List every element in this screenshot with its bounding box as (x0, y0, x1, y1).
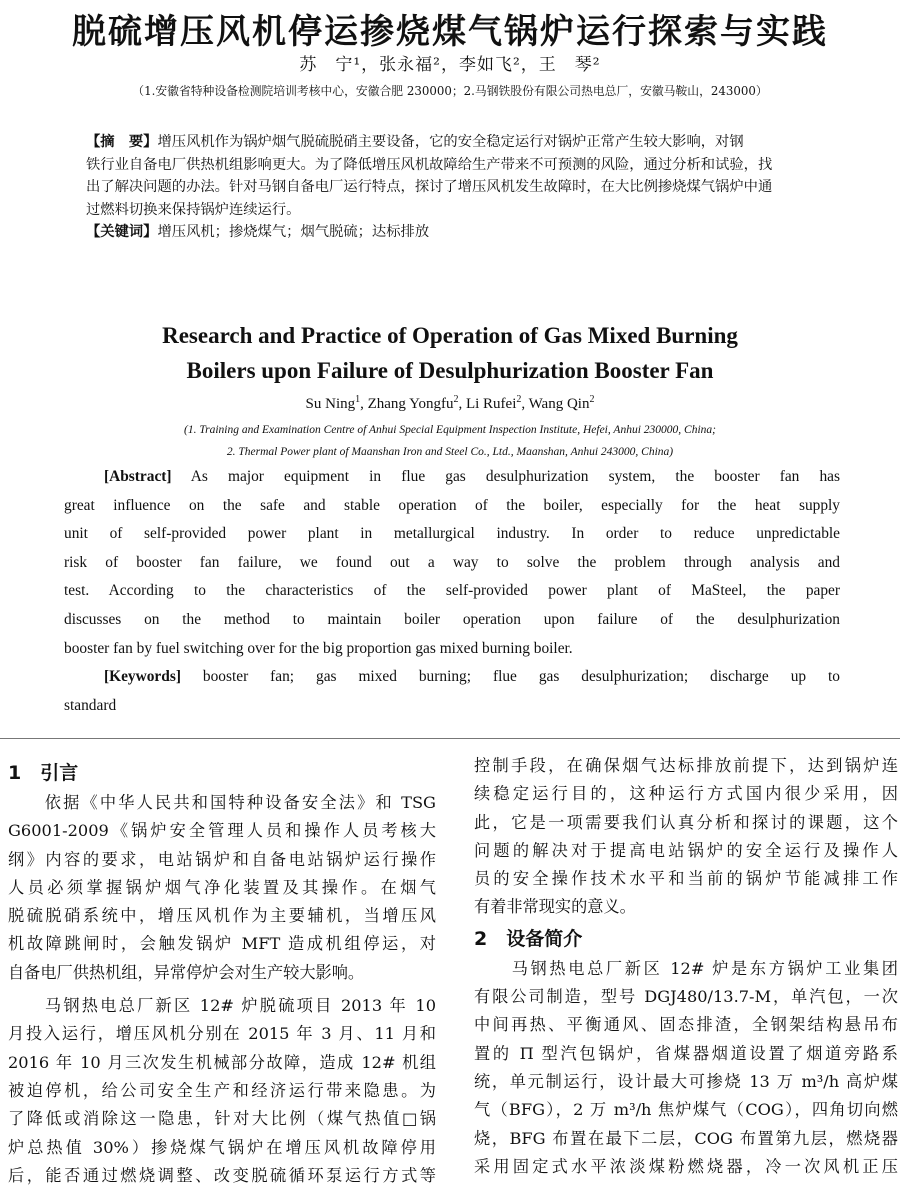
body-line: 依据《中华人民共和国特种设备安全法》和 TSG (8, 793, 436, 812)
section-heading-introduction: 1 引言 (8, 762, 79, 784)
abstract-en-text: As major equipment in flue gas desulphurization system, the booster fan has (171, 468, 840, 485)
body-line: 被迫停机，给公司安全生产和经济运行带来隐患。为 (8, 1080, 436, 1100)
body-line: 了降低或消除这一隐患，针对大比例（煤气热值□锅 (8, 1109, 436, 1129)
body-line: 问题的解决对于提高电站锅炉的安全运行及操作人 (474, 840, 898, 860)
body-line: 有限公司制造，型号 DGJ480/13.7-M，单汽包，一次 (474, 987, 898, 1007)
keywords-text-chinese: 增压风机；掺烧煤气；烟气脱硫；达标排放 (157, 224, 430, 240)
keywords-en-line: standard (64, 696, 117, 714)
author-list-chinese: 苏 宁¹，张永福²，李如飞²，王 琴² (299, 55, 601, 75)
title-en-line: Research and Practice of Operation of Gas Mixed Burning (162, 323, 738, 348)
body-line: 人员必须掌握锅炉烟气净化装置及其操作。在烟气 (8, 877, 436, 897)
abstract-cn-text: 增压风机作为锅炉烟气脱硫脱硝主要设备，它的安全稳定运行对锅炉正常产生较大影响，对钢 (157, 134, 744, 150)
author-list-english: Su Ning$^1$, Zhang Yongfu$^2$, Li Rufei$^2$, Wang Qin$^2$ (305, 394, 595, 412)
body-line: 置的 Π 型汽包锅炉，省煤器烟道设置了烟道旁路系 (474, 1043, 898, 1063)
abstract-cn-line: 过燃料切换来保持锅炉连续运行。 (86, 201, 301, 218)
body-line: 马钢热电总厂新区 12# 炉是东方锅炉工业集团 (474, 958, 898, 978)
affiliation-english (0, 419, 900, 463)
body-line: 脱硫脱硝系统中，增压风机作为主要辅机，当增压风 (8, 906, 436, 926)
body-line: 员的安全操作技术水平和当前的锅炉节能减排工作 (474, 869, 898, 889)
abstract-label-chinese: 【摘 要】 (86, 134, 158, 150)
body-line: 自备电厂供热机组，异常停炉会对生产较大影响。 (8, 962, 365, 982)
abstract-en-line: great influence on the safe and stable operation of the boiler, especially for the heat supply (64, 496, 840, 514)
abstract-cn-line: 出了解决问题的办法。针对马钢自备电厂运行特点，探讨了增压风机发生故障时，在大比例掺烧煤气锅炉中通 (86, 179, 773, 195)
body-line: 续稳定运行目的，这种运行方式国内很少采用，因 (474, 784, 898, 804)
author-name: Zhang Yongfu (367, 396, 454, 412)
body-line: 有着非常现实的意义。 (474, 897, 636, 917)
abstract-en-line (64, 463, 840, 492)
affiliation-chinese: （1.安徽省特种设备检测院培训考核中心，安徽合肥 230000；2.马钢铁股份有限公司热电总厂，安徽马鞍山，243000） (132, 84, 768, 98)
section-heading-equipment: 2 设备简介 (474, 927, 583, 950)
body-line: 中间再热、平衡通风、固态排渣，全钢架结构悬吊布 (474, 1015, 898, 1035)
abstract-en-line: discusses on the method to maintain boiler operation upon failure of the desulphurization (64, 610, 840, 628)
keywords-chinese (86, 221, 826, 244)
body-line: 炉总热值 30%）掺烧煤气锅炉在增压风机故障停用 (8, 1137, 436, 1157)
body-line: 控制手段，在确保烟气达标排放前提下，达到锅炉连 (474, 756, 898, 775)
keywords-text-english: booster fan; gas mixed burning; flue gas desulphurization; discharge up to (180, 668, 840, 686)
author-affil-mark: 2 (453, 394, 459, 405)
body-line: 烧，BFG 布置在最下二层，COG 布置第九层，燃烧器 (474, 1128, 898, 1148)
abstract-en-line: test. According to the characteristics of the self-provided power plant of MaSteel, the paper (64, 582, 840, 600)
body-line: 采用固定式水平浓淡煤粉燃烧器，冷一次风机正压 (474, 1156, 898, 1176)
body-line: G6001-2009《锅炉安全管理人员和操作人员考核大 (8, 821, 436, 841)
body-line: 马钢热电总厂新区 12# 炉脱硫项目 2013 年 10 (8, 996, 436, 1016)
author-name: Li Rufei (465, 396, 517, 412)
body-line: 机故障跳闸时，会触发锅炉 MFT 造成机组停运，对 (8, 934, 436, 954)
abstract-cn-line: 铁行业自备电厂供热机组影响更大。为了降低增压风机故障给生产带来不可预测的风险，通过分析和试验，找 (86, 156, 773, 173)
author-name: Wang Qin (528, 396, 590, 412)
body-line: 月投入运行，增压风机分别在 2015 年 3 月、11 月和 (8, 1024, 436, 1044)
body-line: 统，单元制运行，设计最大可掺烧 13 万 m³/h 高炉煤 (474, 1071, 898, 1091)
author-affil-mark: 1 (355, 394, 361, 405)
author-affil-mark: 2 (589, 394, 595, 405)
author-name: Su Ning (305, 396, 356, 412)
paper-title-english (0, 318, 900, 388)
abstract-en-line: unit of self-provided power plant in metallurgical industry. In order to reduce unpredictable (64, 525, 840, 543)
abstract-english (64, 463, 840, 720)
abstract-en-line: booster fan by fuel switching over for the big proportion gas mixed burning boiler. (64, 639, 573, 657)
abstract-label-english: [Abstract] (104, 468, 172, 485)
body-line: 气（BFG），2 万 m³/h 焦炉煤气（COG），四角切向燃 (474, 1100, 898, 1120)
abstract-chinese (86, 131, 826, 244)
paper-title-chinese: 脱硫增压风机停运掺烧煤气锅炉运行探索与实践 (72, 12, 828, 52)
keywords-label-english: [Keywords] (104, 668, 181, 686)
abstract-cn-line (86, 131, 826, 154)
body-line: 此，它是一项需要我们认真分析和探讨的课题，这个 (474, 812, 898, 832)
left-column (8, 758, 436, 1190)
keywords-label-chinese: 【关键词】 (86, 224, 158, 240)
body-line: 2016 年 10 月三次发生机械部分故障，造成 12# 机组 (8, 1052, 436, 1072)
body-line: 后，能否通过燃烧调整、改变脱硫循环泵运行方式等 (8, 1165, 436, 1185)
keywords-english (64, 663, 840, 692)
body-line: 纲》内容的要求，电站锅炉和自备电站锅炉运行操作 (8, 849, 436, 869)
title-en-line: Boilers upon Failure of Desulphurization Booster Fan (186, 358, 714, 383)
abstract-en-line: risk of booster fan failure, we found out a way to solve the problem through analysis and (64, 553, 840, 571)
right-column (474, 752, 898, 1181)
affiliation-en-line: (1. Training and Examination Centre of Anhui Special Equipment Inspection Institute, Hefei, Anhui 230000, China; (184, 424, 716, 436)
section-divider (0, 738, 900, 739)
author-affil-mark: 2 (516, 394, 522, 405)
affiliation-en-line: 2. Thermal Power plant of Maanshan Iron and Steel Co., Ltd., Maanshan, Anhui 243000, China) (226, 446, 674, 458)
